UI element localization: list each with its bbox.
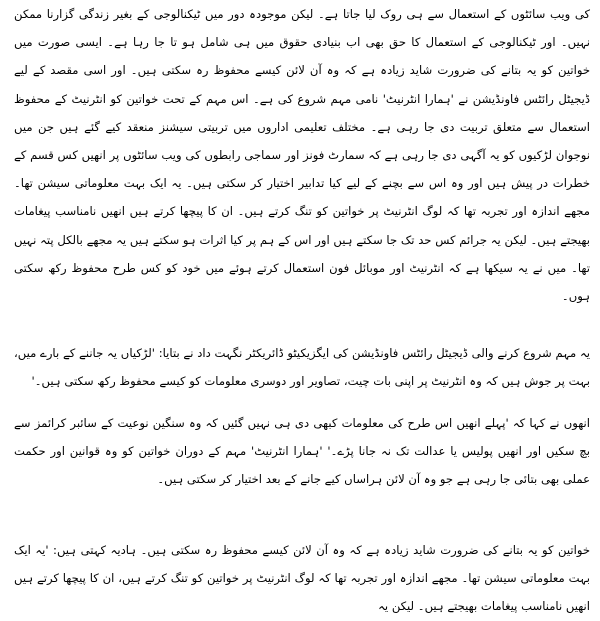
article-paragraph-2: یہ مہم شروع کرنے والی ڈیجیٹل رائٹس فاونڈیشن کی ایگزیکیٹو ڈائریکٹر نگہت داد نے بتایا: 'لڑکیاں یہ جاننے کے بارے میں، بہت پر جوش ہیں کہ وہ انٹرنیٹ پر اپنی بات چیت، تصاویر اور دوسری معلومات کو کیسے محفوظ رکھ سکتی ہیں۔' [14, 346, 590, 389]
article-paragraph-4: خواتین کو یہ بتانے کی ضرورت شاید زیادہ ہے کہ وہ آن لائن کیسے محفوظ رہ سکتی ہیں۔ ہادیہ کہتی ہیں: 'یہ ایک بہت معلوماتی سیشن تھا۔ مجھے اندازہ اور تجربہ تھا کہ لوگ انٹرنیٹ پر خواتین کو تنگ کرتے ہیں، ان کا پیچھا کرتے ہیں انھیں نامناسب پیغامات بھیجتے ہیں۔ لیکن یہ [14, 543, 590, 614]
article-paragraph-3: انھوں نے کہا کہ 'پہلے انھیں اس طرح کی معلومات کبھی دی ہی نہیں گئیں کہ وہ سنگین نوعیت کے سائبر کرائمز سے بچ سکیں اور انھیں پولیس یا عدالت تک نہ جانا پڑے۔' 'ہمارا انٹرنیٹ' مہم کے دوران خواتین کو وہ قوانین اور حکمت عملی بھی بتائی جا رہی ہے جو وہ آن لائن ہراساں کیے جانے کے بعد اختیار کر سکتی ہیں۔ [14, 416, 590, 487]
article-paragraph-1: کی ویب سائٹوں کے استعمال سے ہی روک لیا جاتا ہے۔ لیکن موجودہ دور میں ٹیکنالوجی کے بغیر زندگی گزارنا ممکن نہیں۔ اور ٹیکنالوجی کے استعمال کا حق بھی اب بنیادی حقوق میں ہی شامل ہو تا جا رہا ہے۔ ایسی صورت میں خواتین کو یہ بتانے کی ضرورت شاید زیادہ ہے کہ وہ آن لائن کیسے محفوظ رہ سکتی ہیں۔ اور اسی مقصد کے لیے ڈیجیٹل رائٹس فاونڈیشن نے 'ہمارا انٹرنیٹ' نامی مہم شروع کی ہے۔ اس مہم کے تحت خواتین کو انٹرنیٹ کے محفوظ استعمال سے متعلق تربیت دی جا رہی ہے۔ مختلف تعلیمی اداروں میں تربیتی سیشنز منعقد کیے گئے ہیں جن میں نوجوان لڑکیوں کو یہ آگہی دی جا رہی ہے کہ سمارٹ فونز اور سماجی رابطوں کی ویب سائٹوں پر انھیں کس قسم کے خطرات در پیش ہیں اور وہ اس سے بچنے کے لیے کیا تدابیر اختیار کر سکتی ہیں۔ یہ ایک بہت معلوماتی سیشن تھا۔ مجھے اندازہ اور تجربہ تھا کہ لوگ انٹرنیٹ پر خواتین کو تنگ کرتے ہیں۔ ان کا پیچھا کرتے ہیں انھیں نامناسب پیغامات بھیجتے ہیں۔ لیکن یہ جرائم کس حد تک جا سکتے ہیں اور اس کے ہم پر کیا اثرات ہو سکتے ہیں یہ مجھے بالکل پتہ نہیں تھا۔ میں نے یہ سیکھا ہے کہ انٹرنیٹ اور موبائل فون استعمال کرتے ہوئے میں خود کو کس طرح محفوظ رکھ سکتی ہوں۔ [14, 7, 590, 304]
